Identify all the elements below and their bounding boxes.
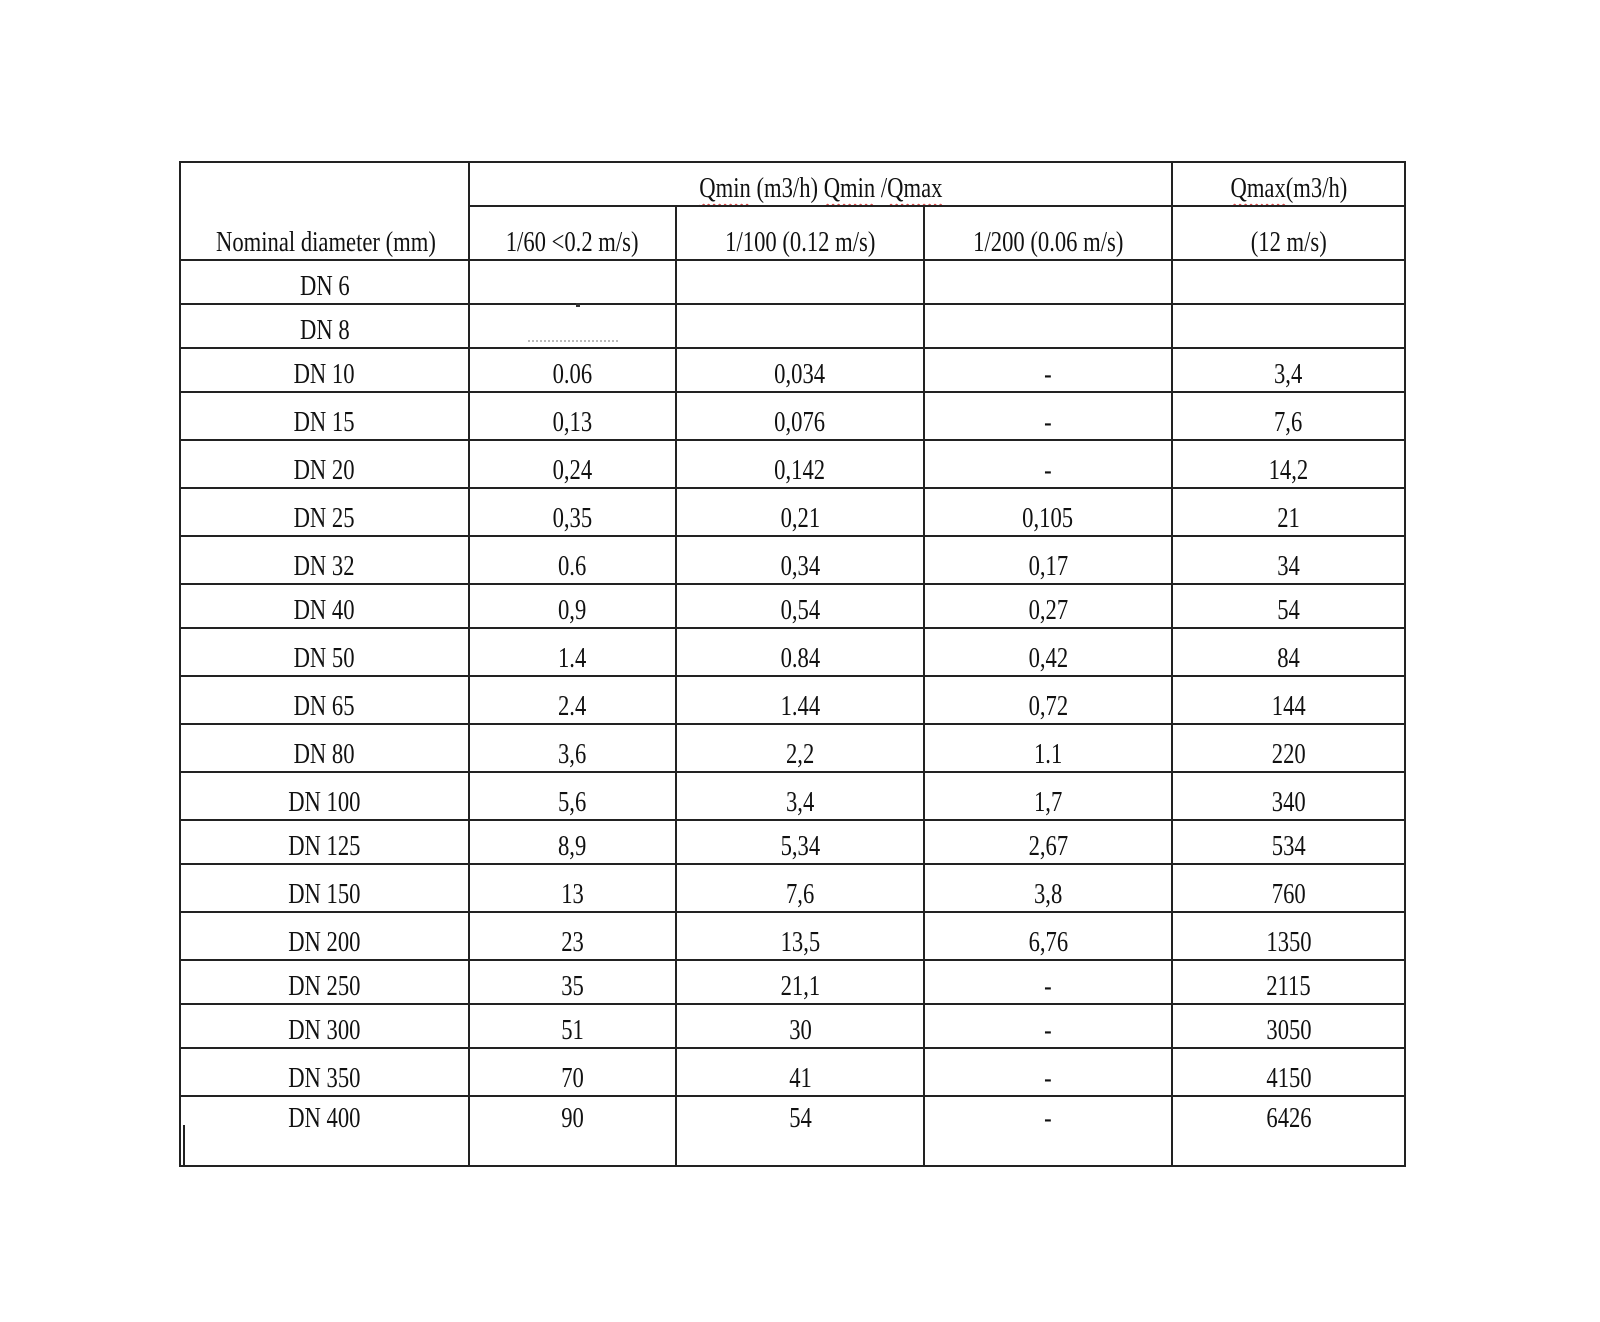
header-sub-qmax-speed: (12 m/s) [1172,206,1405,260]
cell-qmin-ratio-60: 23 [469,912,676,960]
cell-qmin-ratio-60: 70 [469,1048,676,1096]
cell-qmax [1172,260,1405,304]
table-row [180,488,1405,536]
cell-qmin-ratio-200: 0,17 [924,536,1172,584]
cell-qmin-ratio-200: - [924,348,1172,392]
cell-nominal-diameter: DN 150 [180,864,469,912]
qmin-word: Qmin [698,172,751,204]
cell-qmin-ratio-200: 0,27 [924,584,1172,628]
table-row [180,676,1405,724]
cell-qmax: 34 [1172,536,1405,584]
table-row [180,912,1405,960]
header-sub-ratio-100: 1/100 (0.12 m/s) [676,206,924,260]
cell-nominal-diameter: DN 400 [180,1096,469,1166]
cell-qmax [1172,304,1405,348]
cell-qmin-ratio-100: 0.84 [676,628,924,676]
cell-qmin-ratio-200: - [924,1004,1172,1048]
cell-qmin-ratio-60: 0,13 [469,392,676,440]
cell-qmin-ratio-60 [469,260,676,304]
cell-qmin-ratio-60: 0,24 [469,440,676,488]
cell-qmin-ratio-200: - [924,1048,1172,1096]
cell-qmin-ratio-100: 5,34 [676,820,924,864]
table-row [180,1048,1405,1096]
cell-qmax: 54 [1172,584,1405,628]
cell-qmin-ratio-200: - [924,440,1172,488]
table-row [180,584,1405,628]
cell-qmin-ratio-200: - [924,392,1172,440]
header-sub-ratio-200: 1/200 (0.06 m/s) [924,206,1172,260]
cell-qmin-ratio-200: - [924,960,1172,1004]
cell-qmin-ratio-60: 0.6 [469,536,676,584]
qmax-word: Qmax [1230,172,1286,204]
cell-qmax: 534 [1172,820,1405,864]
cell-qmin-ratio-100: 41 [676,1048,924,1096]
cell-nominal-diameter: DN 300 [180,1004,469,1048]
cell-qmax: 7,6 [1172,392,1405,440]
header-sub-ratio-60: 1/60 <0.2 m/s) [469,206,676,260]
cell-qmax: 84 [1172,628,1405,676]
cell-qmax: 3,4 [1172,348,1405,392]
cell-qmin-ratio-100: 0,54 [676,584,924,628]
stray-dotted-mark [528,340,618,342]
cell-nominal-diameter: DN 125 [180,820,469,864]
cell-qmin-ratio-100: 0,142 [676,440,924,488]
stray-dot-mark [576,303,580,307]
cell-qmin-ratio-60: 2.4 [469,676,676,724]
cell-qmin-ratio-100: 54 [676,1096,924,1166]
table-row [180,820,1405,864]
cell-qmin-ratio-200: 6,76 [924,912,1172,960]
header-nominal-diameter: Nominal diameter (mm) [180,162,469,260]
cell-nominal-diameter: DN 32 [180,536,469,584]
cell-nominal-diameter: DN 65 [180,676,469,724]
cell-qmax: 340 [1172,772,1405,820]
table-row [180,1004,1405,1048]
table-row [180,440,1405,488]
header-row-1 [180,162,1405,206]
cell-qmin-ratio-100: 13,5 [676,912,924,960]
table-row [180,304,1405,348]
header-qmin-group: Qmin (m3/h) Qmin /Qmax [469,162,1172,206]
cell-qmin-ratio-60: 0.06 [469,348,676,392]
cell-qmin-ratio-60: 8,9 [469,820,676,864]
cell-qmin-ratio-100: 2,2 [676,724,924,772]
cell-nominal-diameter: DN 6 [180,260,469,304]
cell-nominal-diameter: DN 10 [180,348,469,392]
cell-qmin-ratio-200: 0,72 [924,676,1172,724]
cell-qmin-ratio-100 [676,304,924,348]
cell-qmin-ratio-200: 1,7 [924,772,1172,820]
cell-nominal-diameter: DN 350 [180,1048,469,1096]
cell-qmin-ratio-200: - [924,1096,1172,1166]
text-cursor[interactable] [183,1125,185,1165]
table-row [180,772,1405,820]
table-row [180,260,1405,304]
cell-nominal-diameter: DN 15 [180,392,469,440]
table-row [180,724,1405,772]
table-row [180,960,1405,1004]
table-row [180,536,1405,584]
cell-nominal-diameter: DN 20 [180,440,469,488]
table-row [180,1096,1405,1166]
header-qmax: Qmax(m3/h) [1172,162,1405,206]
qmax-word: Qmax [886,172,943,204]
cell-qmin-ratio-200: 3,8 [924,864,1172,912]
cell-qmin-ratio-100: 7,6 [676,864,924,912]
cell-qmin-ratio-200: 2,67 [924,820,1172,864]
cell-nominal-diameter: DN 80 [180,724,469,772]
cell-qmax: 14,2 [1172,440,1405,488]
table-row [180,628,1405,676]
cell-qmin-ratio-100: 3,4 [676,772,924,820]
cell-qmin-ratio-100: 0,034 [676,348,924,392]
cell-qmin-ratio-60: 5,6 [469,772,676,820]
cell-qmin-ratio-60: 3,6 [469,724,676,772]
cell-qmin-ratio-100: 0,34 [676,536,924,584]
table-row [180,864,1405,912]
cell-qmin-ratio-100 [676,260,924,304]
cell-nominal-diameter: DN 200 [180,912,469,960]
cell-qmin-ratio-60: 35 [469,960,676,1004]
cell-qmax: 6426 [1172,1096,1405,1166]
cell-qmin-ratio-200 [924,260,1172,304]
cell-qmax: 4150 [1172,1048,1405,1096]
cell-qmin-ratio-60: 0,35 [469,488,676,536]
qmin-word: Qmin [823,172,875,204]
cell-qmax: 2115 [1172,960,1405,1004]
cell-qmax: 144 [1172,676,1405,724]
cell-nominal-diameter: DN 8 [180,304,469,348]
cell-qmin-ratio-200: 1.1 [924,724,1172,772]
cell-qmin-ratio-100: 0,076 [676,392,924,440]
cell-qmin-ratio-60: 51 [469,1004,676,1048]
cell-nominal-diameter: DN 25 [180,488,469,536]
cell-nominal-diameter: DN 250 [180,960,469,1004]
cell-qmax: 220 [1172,724,1405,772]
cell-qmin-ratio-100: 21,1 [676,960,924,1004]
cell-qmin-ratio-200 [924,304,1172,348]
cell-nominal-diameter: DN 100 [180,772,469,820]
cell-nominal-diameter: DN 50 [180,628,469,676]
cell-qmin-ratio-100: 0,21 [676,488,924,536]
flow-rate-table [179,161,1406,1167]
cell-qmax: 21 [1172,488,1405,536]
cell-qmax: 3050 [1172,1004,1405,1048]
cell-qmin-ratio-100: 1.44 [676,676,924,724]
cell-qmin-ratio-60: 1.4 [469,628,676,676]
cell-qmin-ratio-200: 0,42 [924,628,1172,676]
cell-qmax: 1350 [1172,912,1405,960]
table-row [180,392,1405,440]
cell-qmin-ratio-60: 0,9 [469,584,676,628]
cell-qmin-ratio-60: 90 [469,1096,676,1166]
cell-qmin-ratio-200: 0,105 [924,488,1172,536]
cell-qmax: 760 [1172,864,1405,912]
table-row [180,348,1405,392]
cell-nominal-diameter: DN 40 [180,584,469,628]
cell-qmin-ratio-100: 30 [676,1004,924,1048]
cell-qmin-ratio-60: 13 [469,864,676,912]
